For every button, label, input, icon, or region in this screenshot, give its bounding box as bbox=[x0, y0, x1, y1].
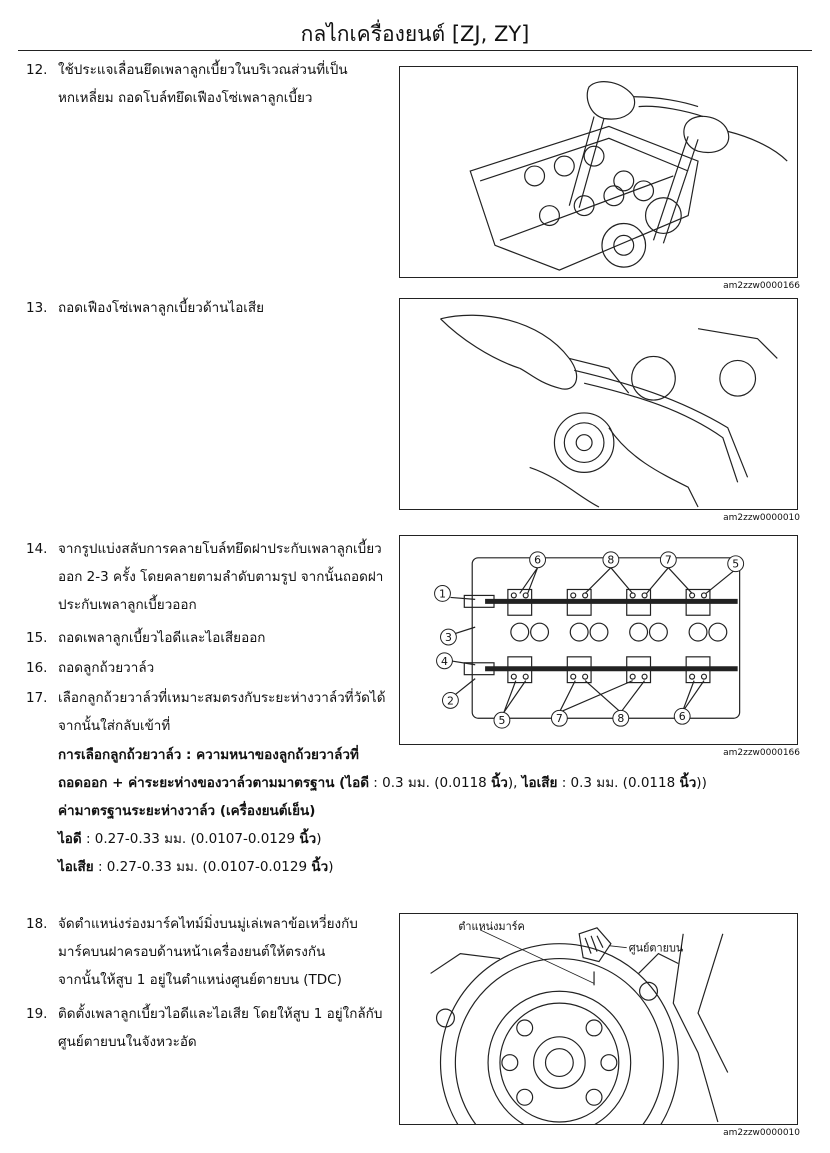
label-timing-mark: ตำแหน่งมาร์ค bbox=[458, 919, 525, 933]
step-text bbox=[58, 624, 398, 652]
callout-8-bottom: 8 bbox=[617, 712, 625, 726]
note-sep: ), bbox=[507, 775, 522, 791]
step-number: 17. bbox=[26, 690, 48, 706]
note-standard-label: ค่ามาตรฐานระยะห่างวาล์ว (เครื่องยนต์เย็น) bbox=[58, 803, 316, 819]
callout-5-bottom: 5 bbox=[498, 714, 506, 728]
note-sep: ) bbox=[328, 859, 334, 875]
step-number: 16. bbox=[26, 660, 48, 676]
callout-6-bottom: 6 bbox=[678, 710, 686, 724]
note-unit: นิ้ว bbox=[491, 775, 508, 791]
callout-8-top: 8 bbox=[607, 553, 615, 567]
step-line: ศูนย์ตายบนในจังหวะอัด bbox=[58, 1034, 197, 1050]
figure-code: am2zzw0000166 bbox=[723, 748, 800, 758]
step-line: เลือกลูกถ้วยวาล์วที่เหมาะสมตรงกับระยะห่างวาล์วที่วัดได้ bbox=[58, 690, 386, 706]
note-selection-label: การเลือกลูกถ้วยวาล์ว : ความหนาของลูกถ้วยวาล์วที่ bbox=[58, 747, 359, 763]
note-sep: ) bbox=[316, 831, 322, 847]
step-line: ถอดเฟืองโซ่เพลาลูกเบี้ยวด้านไอเสีย bbox=[58, 300, 265, 316]
callout-7-bottom: 7 bbox=[555, 712, 563, 726]
step-line: ถอดเพลาลูกเบี้ยวไอดีและไอเสียออก bbox=[58, 630, 266, 646]
note-unit: นิ้ว bbox=[299, 831, 317, 847]
note-standard bbox=[58, 797, 315, 825]
exhaust-sprocket-illustration bbox=[400, 299, 797, 509]
callout-6-top: 6 bbox=[534, 553, 542, 567]
camshaft-wrench-illustration bbox=[400, 67, 797, 277]
step-text bbox=[58, 1000, 398, 1056]
step-number: 15. bbox=[26, 630, 48, 646]
figure-exhaust-sprocket bbox=[399, 298, 798, 510]
callout-7-top: 7 bbox=[664, 553, 672, 567]
note-unit: นิ้ว bbox=[679, 775, 697, 791]
figure-code: am2zzw0000010 bbox=[723, 513, 800, 523]
note-bold: ไอเสีย bbox=[521, 775, 558, 791]
note-exhaust-label: ไอเสีย bbox=[58, 859, 94, 875]
step-number: 12. bbox=[26, 62, 48, 78]
step-text bbox=[58, 56, 398, 112]
note-bold: ถอดออก + ค่าระยะห่างของวาล์วตามมาตรฐาน (ไอดี bbox=[58, 775, 369, 791]
step-number: 14. bbox=[26, 541, 48, 557]
callout-1: 1 bbox=[439, 587, 446, 601]
cam-cap-sequence-diagram bbox=[400, 536, 797, 744]
note-intake bbox=[58, 825, 321, 853]
note-selection bbox=[58, 741, 359, 769]
figure-timing-mark bbox=[399, 913, 798, 1125]
step-line: ถอดลูกถ้วยวาล์ว bbox=[58, 660, 155, 676]
callout-3: 3 bbox=[444, 630, 452, 644]
title-divider bbox=[18, 50, 812, 51]
step-line: ประกับเพลาลูกเบี้ยวออก bbox=[58, 597, 197, 613]
step-line: ติดตั้งเพลาลูกเบี้ยวไอดีและไอเสีย โดยให้สูบ 1 อยู่ใกล้กับ bbox=[58, 1006, 383, 1022]
step-number: 13. bbox=[26, 300, 48, 316]
step-text bbox=[58, 654, 398, 682]
step-line: หกเหลี่ยม ถอดโบล์ทยึดเฟืองโซ่เพลาลูกเบี้ยว bbox=[58, 90, 313, 106]
callout-5-top: 5 bbox=[732, 557, 740, 571]
figure-code: am2zzw0000166 bbox=[723, 281, 800, 291]
note-value: : 0.27-0.33 มม. (0.0107-0.0129 bbox=[81, 831, 300, 847]
note-value: : 0.3 มม. (0.0118 bbox=[557, 775, 680, 791]
figure-camshaft-wrench bbox=[399, 66, 798, 278]
note-sep: )) bbox=[696, 775, 707, 791]
step-line: จากนั้นใส่กลับเข้าที่ bbox=[58, 718, 171, 734]
step-line: จากรูปแบ่งสลับการคลายโบล์ทยึดฝาประกับเพลาลูกเบี้ยว bbox=[58, 541, 382, 557]
step-number: 19. bbox=[26, 1006, 48, 1022]
page-title: กลไกเครื่องยนต์ [ZJ, ZY] bbox=[300, 22, 530, 46]
step-line: ออก 2-3 ครั้ง โดยคลายตามลำดับตามรูป จากนั้นถอดฝา bbox=[58, 569, 384, 585]
note-unit: นิ้ว bbox=[311, 859, 329, 875]
step-text bbox=[58, 535, 398, 619]
step-number: 18. bbox=[26, 916, 48, 932]
step-line: จัดตำแหน่งร่องมาร์คไทม์มิ่งบนมู่เล่เพลาข้อเหวี่ยงกับ bbox=[58, 916, 358, 932]
note-intake-label: ไอดี bbox=[58, 831, 82, 847]
step-line: มาร์คบนฝาครอบด้านหน้าเครื่องยนต์ให้ตรงกัน bbox=[58, 944, 326, 960]
figure-code: am2zzw0000010 bbox=[723, 1128, 800, 1138]
step-text bbox=[58, 910, 398, 994]
note-value: : 0.27-0.33 มม. (0.0107-0.0129 bbox=[93, 859, 312, 875]
callout-4: 4 bbox=[441, 654, 448, 668]
note-exhaust bbox=[58, 853, 333, 881]
callout-2: 2 bbox=[446, 694, 454, 708]
step-line: ใช้ประแจเลื่อนยึดเพลาลูกเบี้ยวในบริเวณส่วนที่เป็น bbox=[58, 62, 348, 78]
figure-cam-cap-sequence bbox=[399, 535, 798, 745]
note-value: : 0.3 มม. (0.0118 bbox=[368, 775, 492, 791]
step-line: จากนั้นให้สูบ 1 อยู่ในตำแหน่งศูนย์ตายบน (TDC) bbox=[58, 972, 342, 988]
note-selection-line2 bbox=[58, 769, 707, 797]
step-text bbox=[58, 294, 398, 322]
timing-mark-illustration bbox=[400, 914, 797, 1124]
label-tdc: ศูนย์ตายบน bbox=[628, 941, 684, 955]
step-text bbox=[58, 684, 398, 740]
